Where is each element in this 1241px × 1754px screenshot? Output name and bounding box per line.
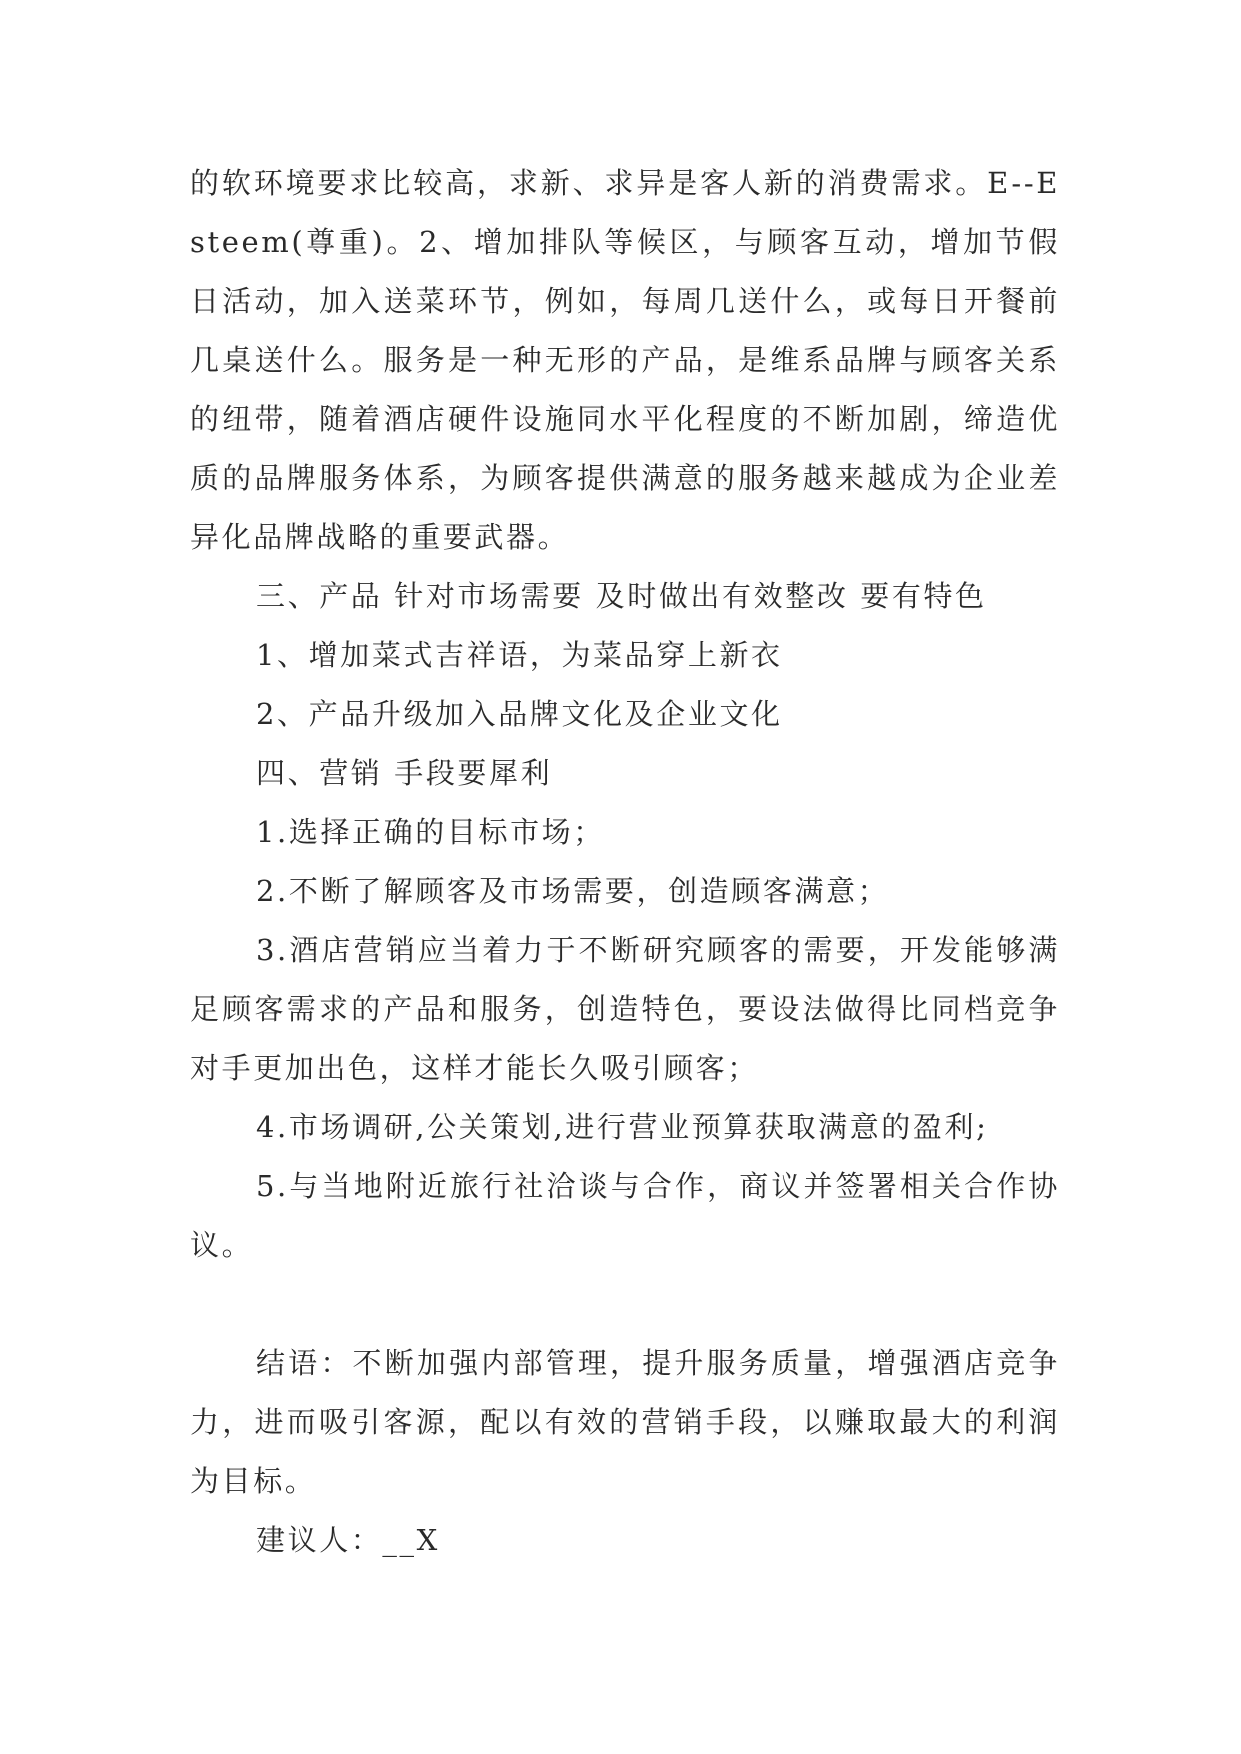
list-item-product-1: 1、增加菜式吉祥语，为菜品穿上新衣 xyxy=(256,638,783,672)
document-body xyxy=(190,154,1060,1570)
list-item-marketing-1: 1.选择正确的目标市场； xyxy=(256,815,605,849)
list-item-marketing-5: 5.与当地附近旅行社洽谈与合作，商议并签署相关合作协议。 xyxy=(190,1169,1060,1262)
paragraph-soft-environment: 的软环境要求比较高，求新、求异是客人新的消费需求。E--Esteem(尊重)。2、增加排队等候区，与顾客互动，增加节假日活动，加入送菜环节，例如，每周几送什么，或每日开餐前几桌送什么。服务是一种无形的产品，是维系品牌与顾客关系的纽带，随着酒店硬件设施同水平化程度的不断加剧，缔造优质的品牌服务体系，为顾客提供满意的服务越来越成为企业差异化品牌战略的重要武器。 xyxy=(190,166,1060,554)
heading-product: 三、产品 针对市场需要 及时做出有效整改 要有特色 xyxy=(256,579,987,613)
list-item-marketing-2: 2.不断了解顾客及市场需要，创造顾客满意； xyxy=(256,874,890,908)
list-item-marketing-4: 4.市场调研,公关策划,进行营业预算获取满意的盈利; xyxy=(256,1110,989,1144)
paragraph-conclusion: 结语：不断加强内部管理，提升服务质量，增强酒店竞争力，进而吸引客源，配以有效的营销手段，以赚取最大的利润为目标。 xyxy=(190,1346,1060,1498)
paragraph-spacer xyxy=(190,1275,1060,1334)
list-item-product-2: 2、产品升级加入品牌文化及企业文化 xyxy=(256,697,783,731)
signature-line: 建议人：__X xyxy=(256,1523,440,1557)
list-item-marketing-3: 3.酒店营销应当着力于不断研究顾客的需要，开发能够满足顾客需求的产品和服务，创造特色，要设法做得比同档竞争对手更加出色，这样才能长久吸引顾客； xyxy=(190,933,1060,1085)
heading-marketing: 四、营销 手段要犀利 xyxy=(256,756,553,790)
